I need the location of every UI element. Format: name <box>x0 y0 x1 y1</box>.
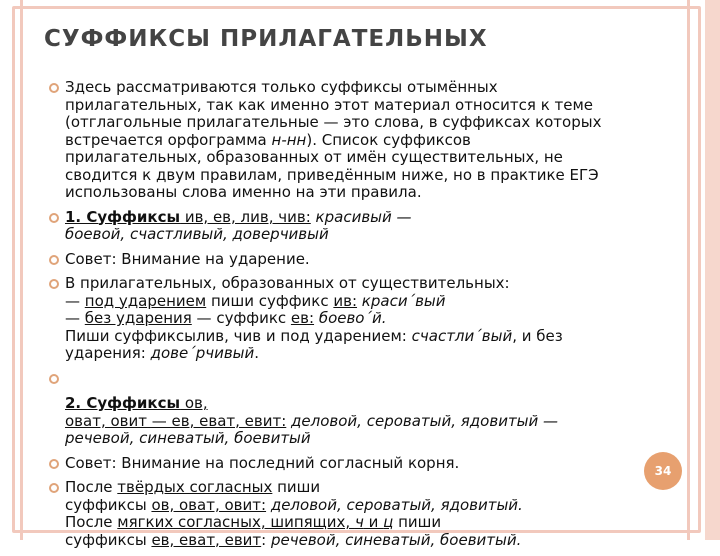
bullet-icon <box>48 278 58 288</box>
text-line: прилагательных, так как именно этот материал относится к теме <box>65 95 594 114</box>
bullet-icon <box>48 82 58 92</box>
text-line: (отглагольные прилагательные — это слова, в суффиксах которых <box>65 113 602 131</box>
suffix-list: ов, <box>180 394 208 412</box>
slide-body <box>48 79 688 556</box>
example-words: красивый — <box>310 207 412 226</box>
orthogram-term: н-нн <box>271 130 307 149</box>
text-segment: После <box>65 513 118 531</box>
example-word: краси´вый <box>357 291 446 310</box>
example-words: деловой, сероватый, ядовитый — <box>286 411 559 430</box>
list-item-rule-1 <box>48 275 688 363</box>
example-words: деловой, сероватый, ядовитый. <box>266 495 523 514</box>
suffix-list: ев, еват, евит <box>151 530 262 549</box>
example-word: боево´й. <box>314 309 387 327</box>
text-segment: Пиши суффиксылив, чив и под ударением: <box>65 326 412 345</box>
text-segment: ). Список суффиксов <box>306 130 471 149</box>
suffix-term: ев: <box>290 309 315 327</box>
text-line <box>65 345 688 363</box>
tip-text: Совет: Внимание на последний согласный корня. <box>65 453 460 472</box>
slide-title: СУФФИКСЫ ПРИЛАГАТЕЛЬНЫХ <box>44 26 488 52</box>
suffix-term: ив: <box>333 291 358 310</box>
text-segment: — суффикс <box>191 309 291 327</box>
text-line <box>65 479 688 497</box>
text-line <box>65 310 688 328</box>
text-segment: . <box>254 344 260 362</box>
text-segment: пиши суффикс <box>206 291 334 310</box>
text-line <box>65 413 688 431</box>
text-segment: — <box>65 309 85 327</box>
text-line: сводится к двум правилам, приведённым ниже, но в практике ЕГЭ <box>65 165 599 184</box>
text-segment: пиши <box>393 513 442 531</box>
text-line <box>65 209 688 227</box>
bullet-icon <box>48 373 58 383</box>
example-words: речевой, синеватый, боевитый <box>65 429 311 447</box>
text-segment: — <box>65 291 85 310</box>
text-line <box>65 293 688 311</box>
tip-text: Совет: Внимание на ударение. <box>65 249 310 268</box>
text-line <box>65 132 688 150</box>
list-item-empty <box>48 370 688 388</box>
text-line <box>65 514 688 532</box>
letter-term: ц <box>383 513 394 531</box>
text-line: использованы слова именно на эти правила. <box>65 183 422 201</box>
text-line <box>65 328 688 346</box>
suffix-list: оват, овит — ев, еват, евит: <box>65 411 287 430</box>
example-word: дове´рчивый <box>150 344 255 362</box>
text-line: Здесь рассматриваются только суффиксы отымённых <box>65 78 498 96</box>
list-item-tip-1 <box>48 251 688 269</box>
text-line <box>65 395 688 413</box>
example-words: боевой, счастливый, доверчивый <box>65 225 329 243</box>
example-word: счастли´вый <box>411 326 513 345</box>
text-line: В прилагательных, образованных от существительных: <box>65 274 510 292</box>
hard-consonants-term: твёрдых согласных <box>117 478 273 496</box>
text-segment: суффиксы <box>65 495 152 514</box>
list-item-intro <box>48 79 688 202</box>
text-segment: встречается орфограмма <box>65 130 272 149</box>
rule-label: 1. Суффиксы <box>65 207 181 226</box>
text-segment: пиши <box>272 478 321 496</box>
text-segment: : <box>261 530 267 549</box>
text-segment: , и без <box>512 326 563 345</box>
list-item-rule-2 <box>48 479 688 549</box>
soft-consonants-term: мягких согласных, шипящих, <box>117 513 355 531</box>
decorative-side-strip <box>705 0 720 540</box>
stressed-term: под ударением <box>84 291 207 310</box>
bullet-icon <box>48 458 58 468</box>
list-item-suffixes-2 <box>48 387 688 448</box>
list-item-tip-2 <box>48 455 688 473</box>
list-item-suffixes-1 <box>48 209 688 244</box>
bullet-icon <box>48 212 58 222</box>
text-line <box>65 532 688 550</box>
page-number-badge: 34 <box>644 452 682 490</box>
unstressed-term: без ударения <box>84 309 192 327</box>
text-segment: и <box>363 513 384 531</box>
letter-term: ч <box>354 513 364 531</box>
rule-label: 2. Суффиксы <box>65 394 181 412</box>
suffix-list: ов, оват, овит: <box>151 495 267 514</box>
text-line: прилагательных, образованных от имён существительных, не <box>65 148 563 166</box>
bullet-icon <box>48 482 58 492</box>
bullet-icon <box>48 254 58 264</box>
text-segment: ударения: <box>65 344 151 362</box>
example-words: речевой, синеватый, боевитый. <box>266 530 522 549</box>
text-line <box>65 497 688 515</box>
text-segment: После <box>65 478 118 496</box>
suffix-list: ив, ев, лив, чив: <box>180 207 311 226</box>
text-segment: суффиксы <box>65 530 152 549</box>
